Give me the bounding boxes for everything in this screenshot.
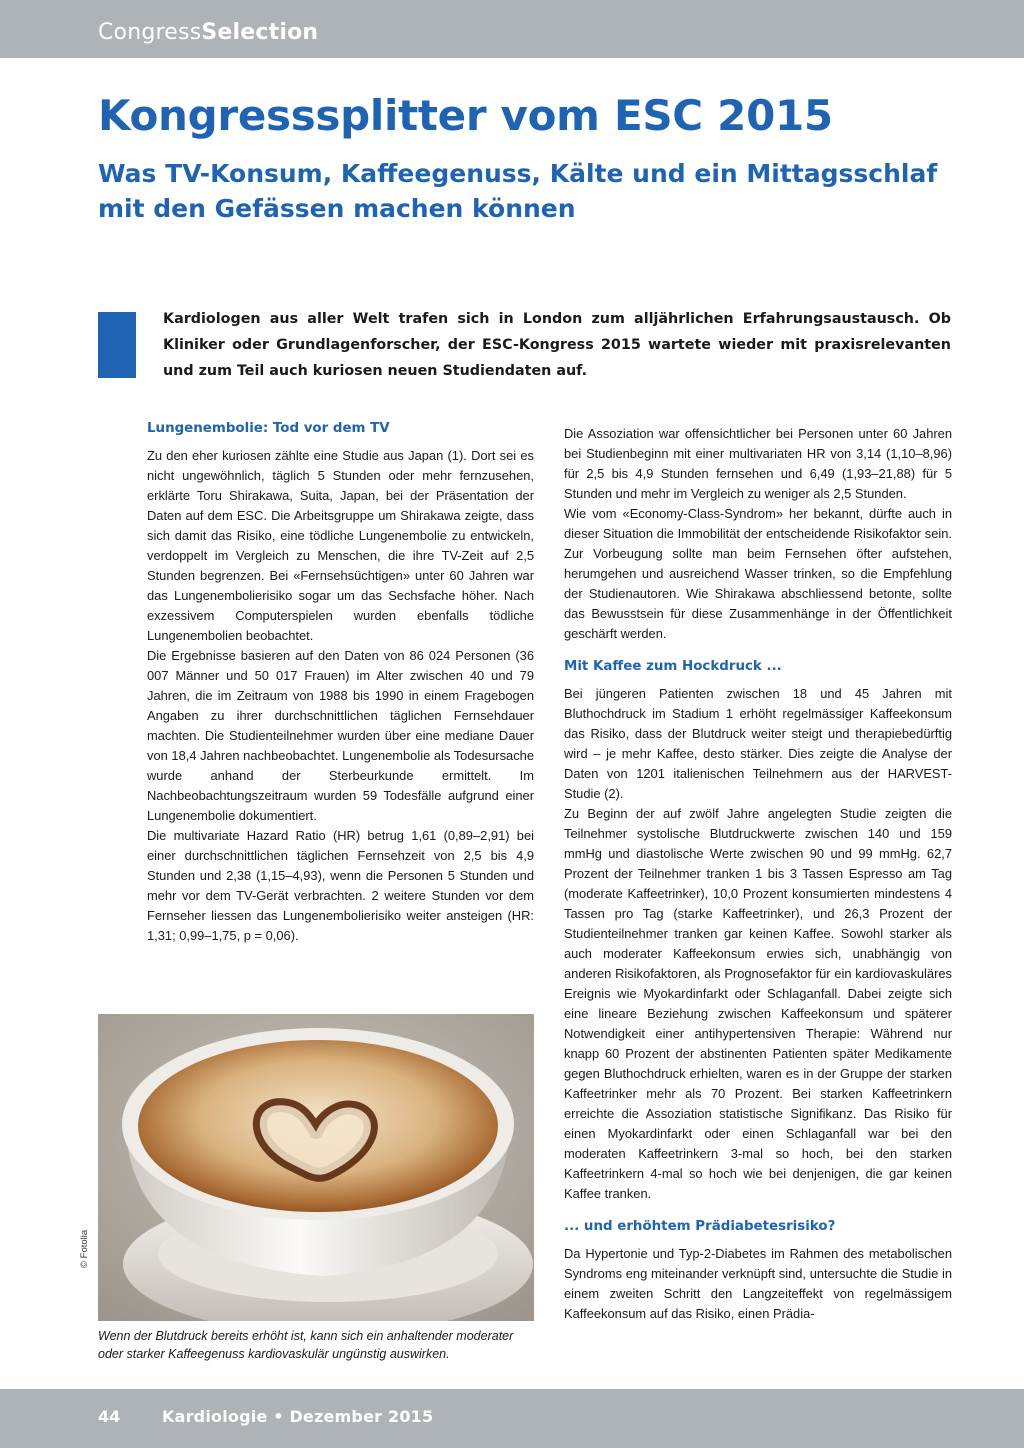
photo-credit: © Fotolia xyxy=(79,1229,90,1268)
body-paragraph: Zu den eher kuriosen zählte eine Studie aus Japan (1). Dort sei es nicht ungewöhnlich, täglich 5 Stunden oder mehr fernzusehen, erklärte Toru Shirakawa, Suita, Japan, bei der Präsentation der Daten auf dem ESC. Die Arbeitsgruppe um Shirakawa zeigte, dass sich damit das Risiko, eine tödliche Lungenembolie zu entwickeln, verdoppelt im Vergleich zu Menschen, die ihre TV-Zeit auf 2,5 Stunden begrenzen. Bei «Fernsehsüchtigen» unter 60 Jahren war das Lungenembolierisiko sogar um das Sechsfache höher. Nach exzessivem Computerspielen wurden ebenfalls tödliche Lungenembolien beobachtet. xyxy=(147,448,534,643)
heading-lungenembolie: Lungenembolie: Tod vor dem TV xyxy=(147,421,390,436)
heading-praediabetes: ... und erhöhtem Prädiabetesrisiko? xyxy=(564,1219,836,1234)
coffee-photo xyxy=(98,1014,534,1321)
body-paragraph: Wie vom «Economy-Class-Syndrom» her bekannt, dürfte auch in dieser Situation die Immobilität der entscheidende Risikofaktor sein. Zur Vorbeugung sollte man beim Fernsehen öfter aufstehen, herumgehen und ausreichend Wasser trinken, so die Empfehlung der Studienautoren. Wie Shirakawa abschliessend betonte, sollte das Bewusstsein für diese Zusammenhänge in der Öffentlichkeit geschärft werden. xyxy=(564,506,952,641)
brand-bold: Selection xyxy=(201,20,319,45)
footer-bar xyxy=(0,1389,1024,1448)
body-paragraph: Zu Beginn der auf zwölf Jahre angelegten Studie zeigten die Teilnehmer systolische Blutdruckwerte zwischen 140 und 159 mmHg und diastolische Werte zwischen 90 und 99 mmHg. 62,7 Prozent der Teilnehmer tranken 1 bis 3 Tassen Espresso am Tag (moderate Kaffeetrinker), 10,0 Prozent konsumierten mindestens 4 Tassen pro Tag (starke Kaffeetrinker), und 26,3 Prozent der Studienteilnehmer tranken gar keinen Kaffee. Sowohl starker als auch moderater Kaffeekonsum erwies sich, unabhängig von anderen Risikofaktoren, als Prognosefaktor für ein kardiovaskuläres Ereignis wie Myokardinfarkt oder Schlaganfall. Dabei zeigte sich eine lineare Beziehung zwischen Kaffeekonsum und späterer Notwendigkeit einer antihypertensiven Therapie: Während nur knapp 60 Prozent der abstinenten Patienten später Medikamente gegen Bluthochdruck erhielten, waren es in der Gruppe der starken Kaffeetrinker mehr als 70 Prozent. Bei starken Kaffeetrinkern erreichte die Assoziation statistische Signifikanz. Das Risiko für einen Myokardinfarkt oder einen Schlaganfall war bei den moderaten Kaffeetrinkern 3-mal so hoch, bei den starken Kaffeetrinkern 4-mal so hoch wie bei denjenigen, die gar keinen Kaffee tranken. xyxy=(564,806,952,1201)
right-column xyxy=(564,424,952,1324)
photo-caption: Wenn der Blutdruck bereits erhöht ist, kann sich ein anhaltender moderater oder starker Kaffeegenuss kardiovaskulär ungünstig auswirken. xyxy=(98,1329,514,1361)
brand-regular: Congress xyxy=(98,20,202,45)
body-paragraph: Die Assoziation war offensichtlicher bei Personen unter 60 Jahren bei Studienbeginn mit einer multivariaten HR von 3,14 (1,10–8,96) für 2,5 bis 4,9 Stunden fernsehen und 6,49 (1,93–21,88) für 5 Stunden und mehr im Vergleich zu weniger als 2,5 Stunden. xyxy=(564,426,952,501)
heading-kaffee-hochdruck: Mit Kaffee zum Hockdruck ... xyxy=(564,659,782,674)
section-brand xyxy=(98,20,318,45)
lead-accent-block xyxy=(98,312,136,378)
page-title: Kongresssplitter vom ESC 2015 xyxy=(98,91,833,140)
body-paragraph: Die Ergebnisse basieren auf den Daten von 86 024 Personen (36 007 Männer und 50 017 Frauen) im Alter zwischen 40 und 79 Jahren, die im Zeitraum von 1988 bis 1990 in einem Fragebogen Angaben zu ihrer durchschnittlichen täglichen Fernsehdauer machten. Die Studienteilnehmer wurden über eine mediane Dauer von 18,4 Jahren nachbeobachtet. Lungenembolie als Todesursache wurde anhand der Sterbeurkunde ermittelt. Im Nachbeobachtungszeitraum wurden 59 Todesfälle aufgrund einer Lungenembolie dokumentiert. xyxy=(147,648,534,823)
body-paragraph: Da Hypertonie und Typ-2-Diabetes im Rahmen des metabolischen Syndroms eng miteinander verknüpft sind, untersuchte die Studie in einem zweiten Schritt den Langzeiteffekt von regelmässigem Kaffeekonsum auf das Risiko, einen Prädia- xyxy=(564,1246,952,1321)
journal-issue: Kardiologie • Dezember 2015 xyxy=(162,1407,434,1426)
left-column xyxy=(147,420,534,946)
lead-paragraph: Kardiologen aus aller Welt trafen sich in London zum alljährlichen Erfahrungsaustausch. Ob Kliniker oder Grundlagenforscher, der ESC-Kongress 2015 wartete wieder mit praxisrelevanten und zum Teil auch kuriosen neuen Studiendaten auf. xyxy=(163,311,951,379)
page-subtitle: Was TV-Konsum, Kaffeegenuss, Kälte und ein Mittagsschlaf mit den Gefässen machen können xyxy=(98,159,938,223)
body-paragraph: Bei jüngeren Patienten zwischen 18 und 45 Jahren mit Bluthochdruck im Stadium 1 erhöht regelmässiger Kaffeekonsum das Risiko, dass der Blutdruck weiter steigt und therapiebedürftig wird – je mehr Kaffee, desto stärker. Dies zeigte die Analyse der Daten von 1201 italienischen Teilnehmern aus der HARVEST-Studie (2). xyxy=(564,686,952,801)
body-paragraph: Die multivariate Hazard Ratio (HR) betrug 1,61 (0,89–2,91) bei einer durchschnittlichen täglichen Fernsehzeit von 2,5 bis 4,9 Stunden und 2,38 (1,15–4,93), wenn die Personen 5 Stunden und mehr vor dem TV-Gerät verbrachten. 2 weitere Stunden vor dem Fernseher liessen das Lungenembolierisiko weiter ansteigen (HR: 1,31; 0,99–1,75, p = 0,06). xyxy=(147,828,534,943)
page-number: 44 xyxy=(98,1407,121,1426)
